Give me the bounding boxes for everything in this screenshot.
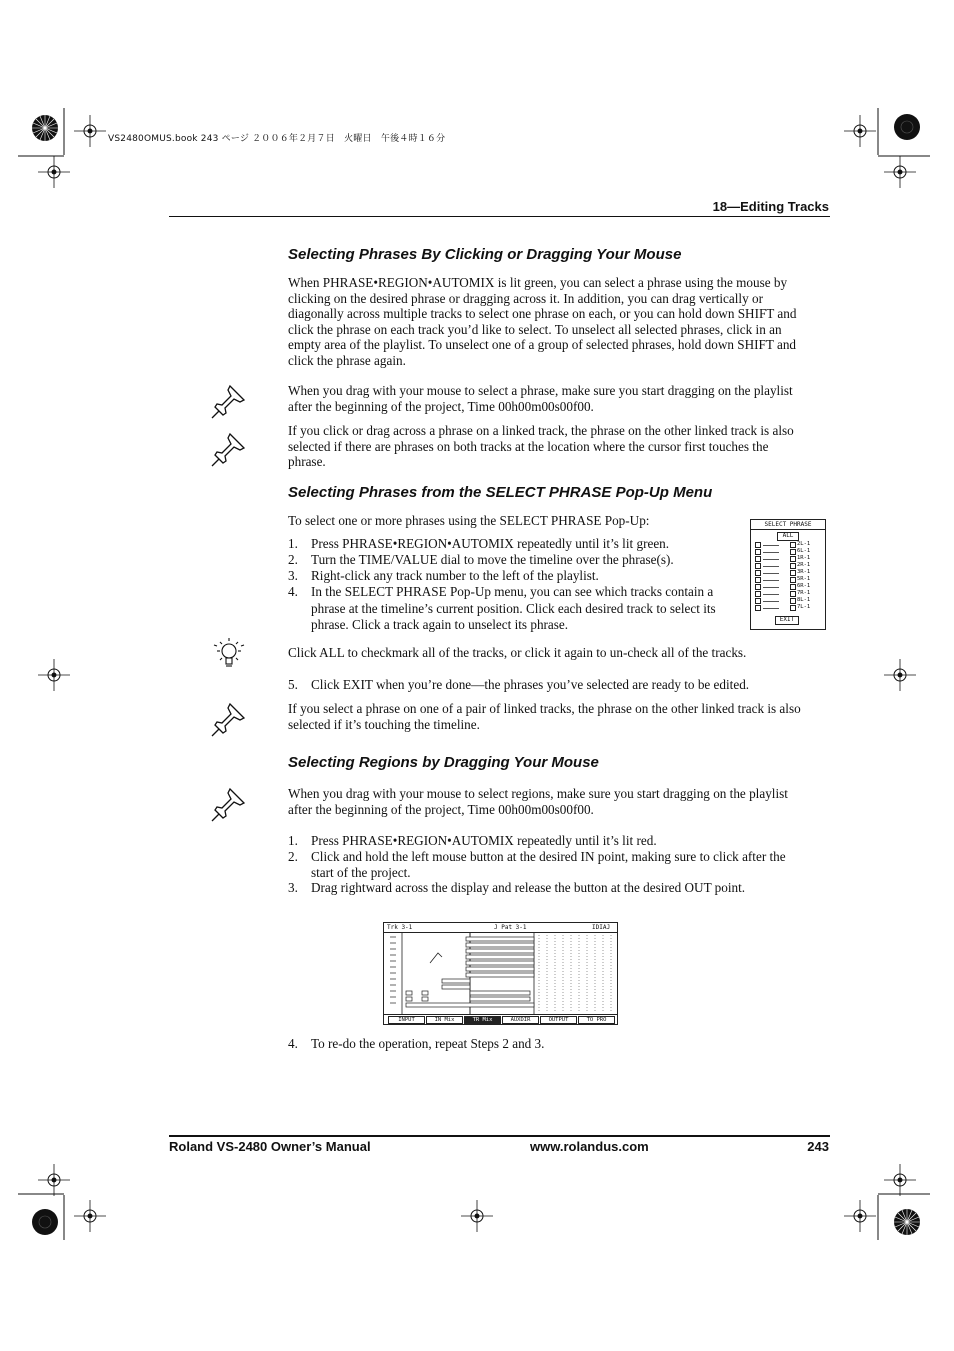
- popup-right-checkbox[interactable]: [790, 605, 796, 611]
- screen-tab-bar: [388, 1016, 616, 1023]
- page-number: 243: [807, 1139, 829, 1154]
- screen-tab[interactable]: IN Mix: [426, 1016, 463, 1024]
- pushpin-note-icon: [210, 430, 248, 468]
- popup-phrase-label: 7R-1: [797, 590, 811, 596]
- popup-phrase-label: 1R-1: [797, 555, 811, 561]
- popup-left-checkbox[interactable]: [755, 549, 761, 555]
- popup-phrase-label: 8L-1: [797, 597, 811, 603]
- screen-tab[interactable]: TR Mix: [464, 1016, 501, 1024]
- popup-right-checkbox[interactable]: [790, 542, 796, 548]
- popup-title: SELECT PHRASE: [764, 521, 812, 528]
- popup-right-checkbox[interactable]: [790, 584, 796, 590]
- popup-left-checkbox[interactable]: [755, 563, 761, 569]
- screen-tab[interactable]: AUXDIR: [502, 1016, 539, 1024]
- popup-phrase-label: 6R-1: [797, 583, 811, 589]
- popup-left-checkbox[interactable]: [755, 598, 761, 604]
- all-button[interactable]: ALL: [777, 532, 799, 541]
- popup-right-checkbox[interactable]: [790, 563, 796, 569]
- screen-track-label: Trk 3-1: [387, 924, 413, 931]
- section-heading-popup: Selecting Phrases from the SELECT PHRASE Pop-Up Menu: [288, 484, 713, 501]
- pushpin-note-icon: [210, 700, 248, 738]
- popup-left-checkbox[interactable]: [755, 591, 761, 597]
- popup-right-checkbox[interactable]: [790, 598, 796, 604]
- section-body-clicking: When PHRASE•REGION•AUTOMIX is lit green, you can select a phrase using the mouse by clicking on the desired phrase or dragging across it. In addition, you can drag vertically or diagonally across multiple tracks to select one phrase on each, or you can hold down SHIFT and click the phrase on each track you’d like to select. To unselect all selected phrases, click in an empty area of the playlist. To unselect one of a group of selected phrases, hold down SHIFT and click the phrase again.: [288, 275, 797, 368]
- popup-left-empty-slot: [763, 601, 779, 602]
- screen-phrase-label: J Pat 3-1: [494, 924, 527, 931]
- popup-left-empty-slot: [763, 545, 779, 546]
- popup-left-empty-slot: [763, 552, 779, 553]
- lightbulb-tip-icon: [211, 636, 245, 672]
- note-linked-track: If you click or drag across a phrase on a linked track, the phrase on the other linked track is also selected if there are phrases on both tracks at the location where the cursor first touches the phrase.: [288, 423, 794, 470]
- tip-all-checkmark: Click ALL to checkmark all of the tracks, or click it again to un-check all of the tracks.: [288, 645, 747, 660]
- screen-tab[interactable]: OUTPUT: [540, 1016, 577, 1024]
- exit-button[interactable]: EXIT: [775, 616, 799, 625]
- section-heading-regions: Selecting Regions by Dragging Your Mouse: [288, 754, 599, 771]
- playlist-tracks: [384, 933, 617, 1014]
- screen-status-label: IDIAJ: [592, 924, 611, 931]
- chapter-title: 18—Editing Tracks: [712, 199, 829, 214]
- popup-phrase-label: 2L-1: [797, 541, 811, 547]
- screen-tab[interactable]: TO PRO: [578, 1016, 615, 1024]
- footer-manual-title: Roland VS-2480 Owner’s Manual: [169, 1139, 371, 1154]
- popup-right-checkbox[interactable]: [790, 577, 796, 583]
- popup-left-empty-slot: [763, 566, 779, 567]
- screen-tab[interactable]: INPUT: [388, 1016, 425, 1024]
- popup-left-empty-slot: [763, 594, 779, 595]
- note-linked-pair: If you select a phrase on one of a pair of linked tracks, the phrase on the other linked track is also selected if it’s touching the timeline.: [288, 701, 801, 732]
- playlist-screen: [383, 922, 618, 1025]
- popup-phrase-label: 5R-1: [797, 576, 811, 582]
- footer-rule: [169, 1135, 830, 1137]
- footer-website: www.rolandus.com: [530, 1139, 649, 1154]
- popup-left-checkbox[interactable]: [755, 556, 761, 562]
- section-heading-clicking: Selecting Phrases By Clicking or Dragging Your Mouse: [288, 246, 682, 263]
- popup-left-empty-slot: [763, 573, 779, 574]
- note-drag-start: When you drag with your mouse to select a phrase, make sure you start dragging on the playlist after the beginning of the project, Time 00h00m00s00f00.: [288, 383, 793, 414]
- popup-right-checkbox[interactable]: [790, 570, 796, 576]
- popup-phrase-label: 6L-1: [797, 548, 811, 554]
- select-phrase-popup: [750, 519, 826, 630]
- popup-left-empty-slot: [763, 587, 779, 588]
- header-rule: [169, 216, 830, 217]
- popup-right-checkbox[interactable]: [790, 549, 796, 555]
- popup-phrase-label: 7L-1: [797, 604, 811, 610]
- popup-phrase-label: 2R-1: [797, 562, 811, 568]
- popup-left-checkbox[interactable]: [755, 570, 761, 576]
- popup-left-checkbox[interactable]: [755, 542, 761, 548]
- popup-left-checkbox[interactable]: [755, 584, 761, 590]
- pushpin-note-icon: [210, 785, 248, 823]
- popup-left-checkbox[interactable]: [755, 577, 761, 583]
- popup-phrase-label: 3R-1: [797, 569, 811, 575]
- popup-left-empty-slot: [763, 580, 779, 581]
- popup-right-checkbox[interactable]: [790, 556, 796, 562]
- popup-intro: To select one or more phrases using the SELECT PHRASE Pop-Up:: [288, 513, 650, 528]
- popup-right-checkbox[interactable]: [790, 591, 796, 597]
- print-slug: VS2480OMUS.book 243 ページ ２００６年２月７日 火曜日 午後４時１６分: [108, 134, 446, 144]
- popup-left-empty-slot: [763, 559, 779, 560]
- note-region-drag-start: When you drag with your mouse to select regions, make sure you start dragging on the playlist after the beginning of the project, Time 00h00m00s00f00.: [288, 786, 788, 817]
- popup-left-checkbox[interactable]: [755, 605, 761, 611]
- pushpin-note-icon: [210, 382, 248, 420]
- popup-left-empty-slot: [763, 608, 779, 609]
